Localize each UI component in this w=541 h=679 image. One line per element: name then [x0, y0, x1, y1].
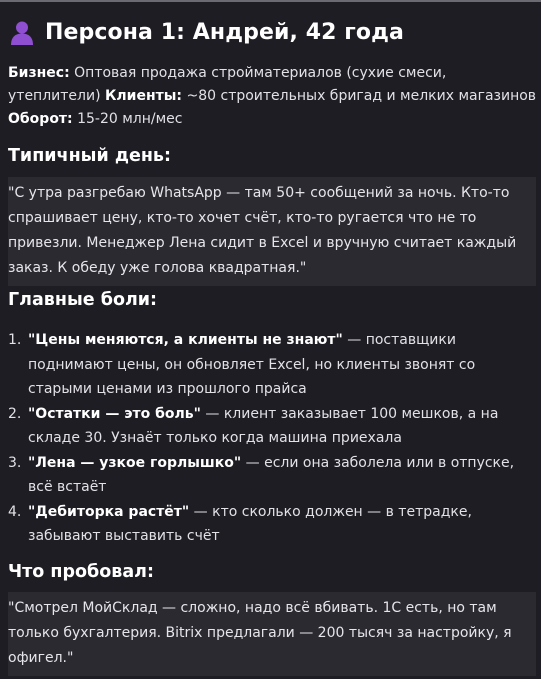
top-divider — [0, 0, 541, 2]
bust-in-silhouette-icon — [9, 19, 35, 45]
business-label: Бизнес: — [8, 65, 70, 81]
pain-title: "Цены меняются, а клиенты не знают" — [28, 332, 343, 348]
typical-day-heading: Типичный день: — [8, 146, 171, 166]
tried-quote-text: "Смотрел МойСклад — сложно, надо всё вбивать. 1С есть, но там только бухгалтерия. Bitrix предлагали — 200 тысяч за настройку, я офигел." — [8, 600, 512, 666]
turnover-label: Оборот: — [8, 111, 73, 127]
pain-number: 3. — [8, 454, 22, 471]
pain-text: — клиент заказывает 100 мешков, а на складе 30. Узнаёт только когда машина приехала — [28, 405, 499, 446]
main-pains-heading: Главные боли: — [8, 290, 158, 310]
persona-title: Персона 1: Андрей, 42 года — [45, 19, 404, 45]
clients-value: ~80 строительных бригад и мелких магазинов — [186, 88, 537, 104]
pain-text: — поставщики поднимают цены, он обновляет Excel, но клиенты звонят со старыми ценами из прошлого прайса — [28, 332, 476, 397]
business-value: Оптовая продажа стройматериалов (сухие смеси, утеплители) — [8, 65, 447, 104]
turnover-value: 15-20 млн/мес — [77, 111, 183, 127]
persona-heading — [8, 17, 404, 47]
pain-item — [8, 451, 528, 500]
pain-number: 4. — [8, 503, 22, 520]
pain-title: "Дебиторка растёт" — [28, 503, 190, 520]
pain-number: 2. — [8, 405, 22, 422]
clients-label: Клиенты: — [104, 88, 183, 104]
pain-text: — если она заболела или в отпуске, всё встаёт — [28, 454, 515, 495]
tried-quote — [8, 592, 536, 676]
pain-title: "Остатки — это боль" — [28, 405, 201, 422]
pain-number: 1. — [8, 332, 22, 348]
pain-item — [8, 402, 528, 451]
pains-list — [8, 328, 528, 549]
pain-item — [8, 500, 528, 549]
pain-item — [8, 328, 528, 402]
typical-day-quote — [8, 177, 536, 286]
persona-meta — [8, 62, 538, 131]
tried-heading: Что пробовал: — [8, 562, 154, 582]
pain-text: — кто сколько должен — в тетрадке, забывают выставить счёт — [28, 503, 472, 544]
pain-title: "Лена — узкое горлышко" — [28, 454, 242, 471]
typical-day-quote-text: "С утра разгребаю WhatsApp — там 50+ сообщений за ночь. Кто-то спрашивает цену, кто-то хочет счёт, кто-то ругается что не то привезли. Менеджер Лена сидит в Excel и вручную считает каждый заказ. К обеду уже голова квадратная." — [8, 185, 517, 276]
